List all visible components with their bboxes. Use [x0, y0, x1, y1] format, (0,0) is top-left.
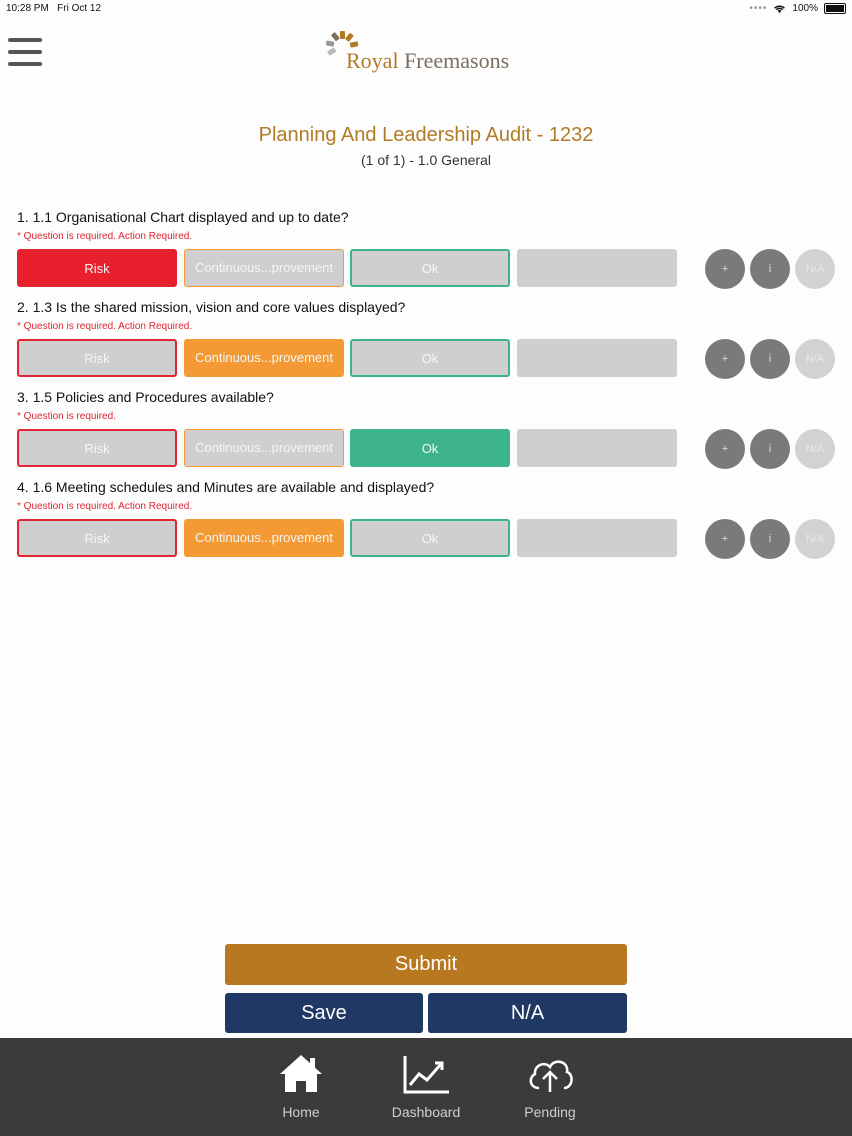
logo-royal: Royal — [346, 48, 399, 73]
question-item — [0, 479, 852, 569]
blank-option[interactable] — [517, 249, 677, 287]
ok-option[interactable]: Ok — [350, 429, 510, 467]
tab-pending-label: Pending — [524, 1104, 576, 1120]
na-all-button[interactable]: N/A — [428, 993, 627, 1033]
question-item — [0, 389, 852, 479]
na-button[interactable]: N/A — [795, 519, 835, 559]
add-button[interactable]: + — [705, 339, 745, 379]
question-item — [0, 209, 852, 299]
logo-text — [346, 48, 509, 74]
question-required-note: * Question is required. Action Required. — [17, 231, 193, 242]
battery-icon — [824, 3, 846, 14]
status-time — [6, 3, 101, 14]
status-right — [749, 3, 846, 14]
hamburger-line — [8, 38, 42, 42]
home-icon — [276, 1052, 326, 1096]
tab-pending[interactable] — [500, 1038, 600, 1136]
ok-option[interactable]: Ok — [350, 519, 510, 557]
risk-option[interactable]: Risk — [17, 249, 177, 287]
question-required-note: * Question is required. — [17, 411, 116, 422]
question-required-note: * Question is required. Action Required. — [17, 321, 193, 332]
risk-option[interactable]: Risk — [17, 429, 177, 467]
question-text: 3. 1.5 Policies and Procedures available? — [17, 389, 274, 405]
battery-percent: 100% — [792, 3, 818, 14]
audit-subtitle: (1 of 1) - 1.0 General — [361, 152, 491, 168]
tab-dashboard-label: Dashboard — [391, 1104, 461, 1120]
continuous-improvement-option[interactable]: Continuous...provement — [184, 519, 344, 557]
tab-bar — [0, 1038, 852, 1136]
tab-dashboard[interactable] — [376, 1038, 476, 1136]
tab-home-label: Home — [282, 1104, 320, 1120]
question-item — [0, 299, 852, 389]
status-date-value: Fri Oct 12 — [57, 3, 102, 14]
signal-icon: •••• — [749, 3, 768, 14]
menu-button[interactable] — [8, 38, 42, 70]
info-button[interactable]: i — [750, 339, 790, 379]
add-button[interactable]: + — [705, 519, 745, 559]
save-button[interactable]: Save — [225, 993, 423, 1033]
tab-home[interactable] — [251, 1038, 351, 1136]
add-button[interactable]: + — [705, 249, 745, 289]
cloud-upload-icon — [525, 1052, 575, 1096]
info-button[interactable]: i — [750, 249, 790, 289]
continuous-improvement-option[interactable]: Continuous...provement — [184, 249, 344, 287]
question-text: 1. 1.1 Organisational Chart displayed and up to date? — [17, 209, 349, 225]
status-time-value: 10:28 PM — [6, 3, 49, 14]
ok-option[interactable]: Ok — [350, 249, 510, 287]
chart-icon — [401, 1052, 451, 1096]
na-button[interactable]: N/A — [795, 339, 835, 379]
blank-option[interactable] — [517, 339, 677, 377]
wifi-icon — [773, 4, 786, 14]
blank-option[interactable] — [517, 429, 677, 467]
logo-freemasons: Freemasons — [398, 48, 510, 73]
risk-option[interactable]: Risk — [17, 339, 177, 377]
audit-title: Planning And Leadership Audit - 1232 — [258, 124, 594, 146]
risk-option[interactable]: Risk — [17, 519, 177, 557]
brand-logo — [326, 30, 526, 76]
info-button[interactable]: i — [750, 429, 790, 469]
na-button[interactable]: N/A — [795, 249, 835, 289]
add-button[interactable]: + — [705, 429, 745, 469]
continuous-improvement-option[interactable]: Continuous...provement — [184, 429, 344, 467]
question-required-note: * Question is required. Action Required. — [17, 501, 193, 512]
info-button[interactable]: i — [750, 519, 790, 559]
status-bar — [0, 0, 852, 18]
ok-option[interactable]: Ok — [350, 339, 510, 377]
continuous-improvement-option[interactable]: Continuous...provement — [184, 339, 344, 377]
na-button[interactable]: N/A — [795, 429, 835, 469]
question-text: 4. 1.6 Meeting schedules and Minutes are available and displayed? — [17, 479, 435, 495]
hamburger-line — [8, 50, 42, 54]
submit-button[interactable]: Submit — [225, 944, 627, 985]
hamburger-line — [8, 62, 42, 66]
blank-option[interactable] — [517, 519, 677, 557]
question-text: 2. 1.3 Is the shared mission, vision and core values displayed? — [17, 299, 406, 315]
